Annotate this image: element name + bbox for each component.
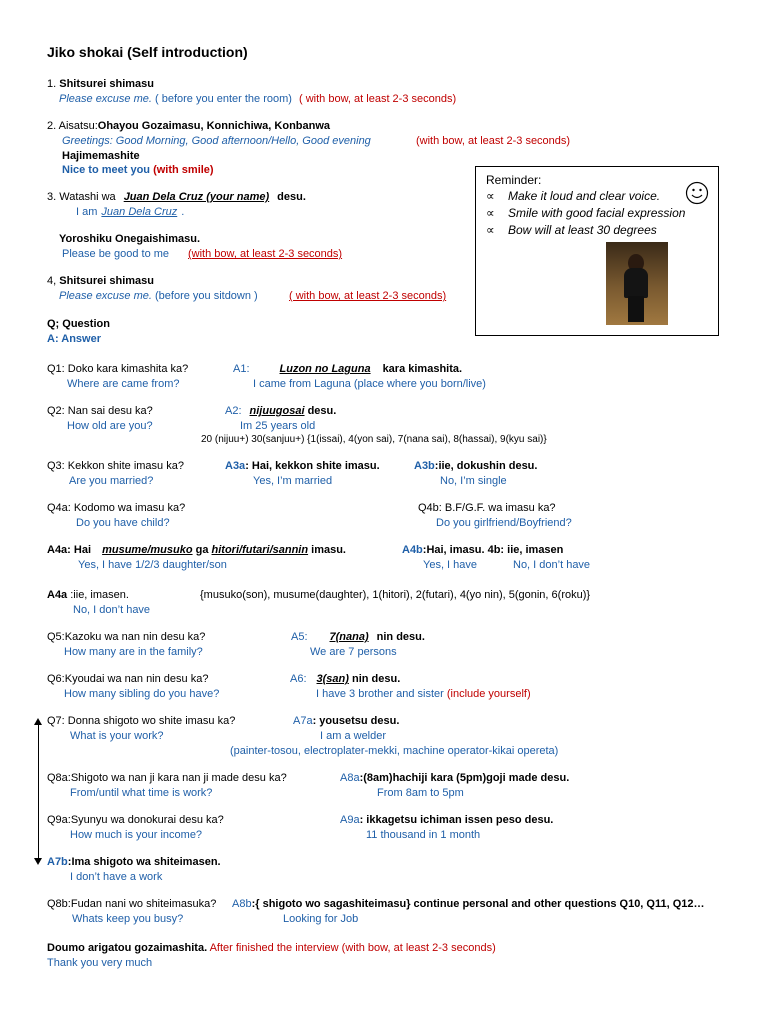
q7-answer-english: I am a welder: [320, 730, 387, 742]
section-2-hajimemashite: Hajimemashite: [62, 150, 140, 162]
a4a-no-english: No, I don’t have: [73, 604, 151, 616]
q5-answer: A5: 7(nana) nin desu.: [291, 631, 425, 643]
question-legend: Q; Question: [47, 318, 110, 330]
double-arrow-line: [38, 722, 39, 862]
q3-answer-no: A3b:iie, dokushin desu.: [414, 460, 538, 472]
section-3-yoroshiku: Yoroshiku Onegaishimasu.: [59, 233, 200, 245]
section-1-japanese: 1. Shitsurei shimasu: [47, 78, 154, 90]
reminder-item: ∝ Make it loud and clear voice.: [486, 189, 661, 203]
q8b-question-english: Whats keep you busy?: [72, 913, 184, 925]
q7-job-note: (painter-tosou, electroplater-mekki, machine operator-kikai opereta): [230, 745, 559, 757]
q8b-question: Q8b:Fudan nani wo shiteimasuka?: [47, 898, 217, 910]
closing-english: Thank you very much: [47, 957, 153, 969]
q8b-answer-english: Looking for Job: [283, 913, 359, 925]
q3-answer-yes: A3a: Hai, kekkon shite imasu.: [225, 460, 380, 472]
q8b-answer: A8b:{ shigoto wo sagashiteimasu} continue personal and other questions Q10, Q11, Q12…: [232, 898, 705, 910]
section-4-japanese: 4, Shitsurei shimasu: [47, 275, 154, 287]
q9a-answer: A9a: ikkagetsu ichiman issen peso desu.: [340, 814, 554, 826]
section-2-english: Greetings: Good Morning, Good afternoon/Hello, Good evening: [62, 135, 371, 147]
reminder-item: ∝ Bow will at least 30 degrees: [486, 223, 657, 237]
q9a-answer-english: 11 thousand in 1 month: [366, 829, 481, 841]
bowing-man-photo: [606, 242, 668, 325]
a4a-answer: A4a: Hai musume/musuko ga hitori/futari/sannin imasu.: [47, 544, 346, 556]
q9a-question: Q9a:Syunyu wa donokurai desu ka?: [47, 814, 224, 826]
a7b-answer-english: I don’t have a work: [70, 871, 163, 883]
q2-answer-english: Im 25 years old: [240, 420, 316, 432]
q5-question: Q5:Kazoku wa nan nin desu ka?: [47, 631, 206, 643]
q6-question-english: How many sibling do you have?: [64, 688, 220, 700]
reminder-title: Reminder:: [486, 173, 542, 187]
q4a-question-english: Do you have child?: [76, 517, 170, 529]
q2-age-note: 20 (nijuu+) 30(sanjuu+) {1(issai), 4(yon sai), 7(nana sai), 8(hassai), 9(kyu sai)}: [201, 434, 547, 445]
q8a-answer: A8a:(8am)hachiji kara (5pm)goji made desu.: [340, 772, 570, 784]
section-3-bow-note: (with bow, at least 2-3 seconds): [188, 248, 343, 260]
a7b-answer: A7b:Ima shigoto wa shiteimasen.: [47, 856, 221, 868]
section-3-japanese: 3. Watashi wa Juan Dela Cruz (your name) desu.: [47, 191, 306, 203]
q3-question: Q3: Kekkon shite imasu ka?: [47, 460, 184, 472]
q2-question-english: How old are you?: [67, 420, 153, 432]
q1-question: Q1: Doko kara kimashita ka?: [47, 363, 189, 375]
a4a-answer-english: Yes, I have 1/2/3 daughter/son: [78, 559, 227, 571]
q1-answer: A1: Luzon no Laguna kara kimashita.: [233, 363, 463, 375]
q8a-answer-english: From 8am to 5pm: [377, 787, 464, 799]
q7-answer: A7a: yousetsu desu.: [293, 715, 400, 727]
q7-question: Q7: Donna shigoto wo shite imasu ka?: [47, 715, 236, 727]
reminder-item: ∝ Smile with good facial expression: [486, 206, 686, 220]
q4a-question: Q4a: Kodomo wa imasu ka?: [47, 502, 186, 514]
q4b-question: Q4b: B.F/G.F. wa imasu ka?: [418, 502, 556, 514]
double-arrow-head: [34, 858, 42, 865]
closing-line: Doumo arigatou gozaimashita. After finished the interview (with bow, at least 2-3 seconds): [47, 942, 496, 954]
q1-question-english: Where are came from?: [67, 378, 180, 390]
q3-answer-no-english: No, I’m single: [440, 475, 507, 487]
page-title: Jiko shokai (Self introduction): [47, 44, 248, 60]
q1-answer-english: I came from Laguna (place where you born/live): [253, 378, 486, 390]
section-2-bow-note: (with bow, at least 2-3 seconds): [416, 135, 571, 147]
section-2-japanese: 2. Aisatsu:Ohayou Gozaimasu, Konnichiwa, Konbanwa: [47, 120, 331, 132]
q6-question: Q6:Kyoudai wa nan nin desu ka?: [47, 673, 209, 685]
section-2-nice-to-meet: Nice to meet you (with smile): [62, 164, 214, 176]
q8a-question: Q8a:Shigoto wa nan ji kara nan ji made desu ka?: [47, 772, 287, 784]
q8a-question-english: From/until what time is work?: [70, 787, 213, 799]
section-1-english: Please excuse me. ( before you enter the room) ( with bow, at least 2-3 seconds): [59, 93, 457, 105]
reminder-box: [475, 166, 719, 336]
a4b-answer: A4b:Hai, imasu. 4b: iie, imasen: [402, 544, 564, 556]
q2-answer: A2: nijuugosai desu.: [225, 405, 337, 417]
q2-question: Q2: Nan sai desu ka?: [47, 405, 153, 417]
a4b-no-english: No, I don’t have: [513, 559, 591, 571]
q7-question-english: What is your work?: [70, 730, 164, 742]
q6-answer: A6: 3(san) nin desu.: [290, 673, 401, 685]
q5-answer-english: We are 7 persons: [310, 646, 397, 658]
a4a-no-answer: A4a :iie, imasen.: [47, 589, 129, 601]
a4-vocab-note: {musuko(son), musume(daughter), 1(hitori), 2(futari), 4(yo nin), 5(gonin, 6(roku)}: [200, 589, 591, 601]
section-4-english: Please excuse me. (before you sitdown ): [59, 290, 258, 302]
q4b-question-english: Do you girlfriend/Boyfriend?: [436, 517, 572, 529]
section-3-english: I am Juan Dela Cruz .: [76, 206, 185, 218]
q3-answer-yes-english: Yes, I’m married: [253, 475, 333, 487]
q3-question-english: Are you married?: [69, 475, 154, 487]
q6-answer-english: I have 3 brother and sister (include yourself): [316, 688, 531, 700]
a4b-answer-english: Yes, I have: [423, 559, 478, 571]
section-4-bow-note: ( with bow, at least 2-3 seconds): [289, 290, 447, 302]
q5-question-english: How many are in the family?: [64, 646, 203, 658]
section-3-please-be-good: Please be good to me: [62, 248, 170, 260]
smiley-icon: [685, 181, 709, 205]
q9a-question-english: How much is your income?: [70, 829, 203, 841]
answer-legend: A: Answer: [47, 333, 101, 345]
